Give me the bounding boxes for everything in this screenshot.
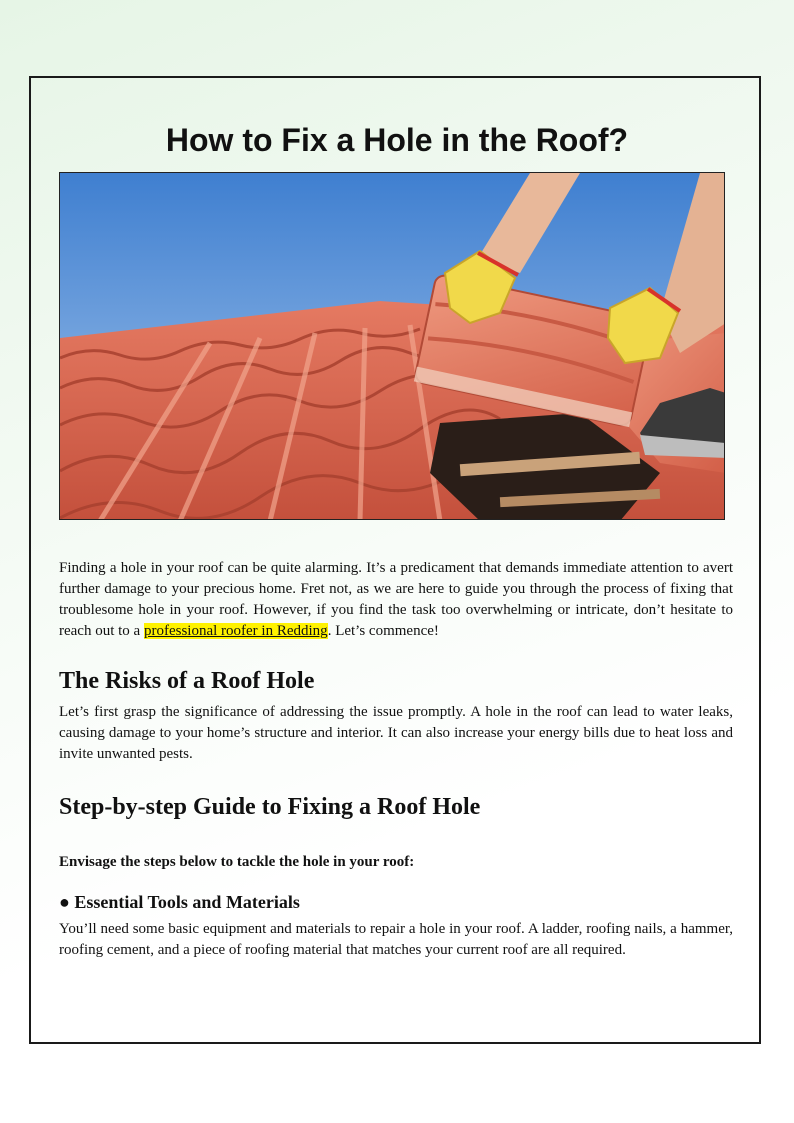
risks-heading: The Risks of a Roof Hole — [59, 668, 315, 694]
hero-image — [59, 172, 725, 520]
guide-lead: Envisage the steps below to tackle the hole in your roof: — [59, 854, 415, 870]
risks-paragraph: Let’s first grasp the significance of addressing the issue promptly. A hole in the roof can lead to water leaks, causing damage to your home’s structure and interior. It can also increase your energy bills due to heat loss and invite unwanted pests. — [59, 704, 733, 762]
tools-paragraph: You’ll need some basic equipment and materials to repair a hole in your roof. A ladder, roofing nails, a hammer, roofing cement, and a piece of roofing material that matches your current roof are all required. — [59, 921, 733, 958]
roofer-link[interactable]: professional roofer in Redding — [143, 623, 328, 639]
roof-tiles-photo-icon — [60, 173, 725, 520]
guide-heading: Step-by-step Guide to Fixing a Roof Hole — [59, 794, 481, 820]
intro-paragraph: Finding a hole in your roof can be quite alarming. It’s a predicament that demands immediate attention to avert further damage to your precious home. Fret not, as we are here to guide you through the process of fixing that troublesome hole in your roof. However, if you find the task too overwhelming or intricate, don’t hesitate to reach out to a professional roofer in Redding. Let’s commence! — [59, 560, 733, 639]
tools-heading: ● Essential Tools and Materials — [59, 892, 300, 912]
page-title: How to Fix a Hole in the Roof? — [165, 122, 629, 158]
article-body — [59, 558, 733, 961]
